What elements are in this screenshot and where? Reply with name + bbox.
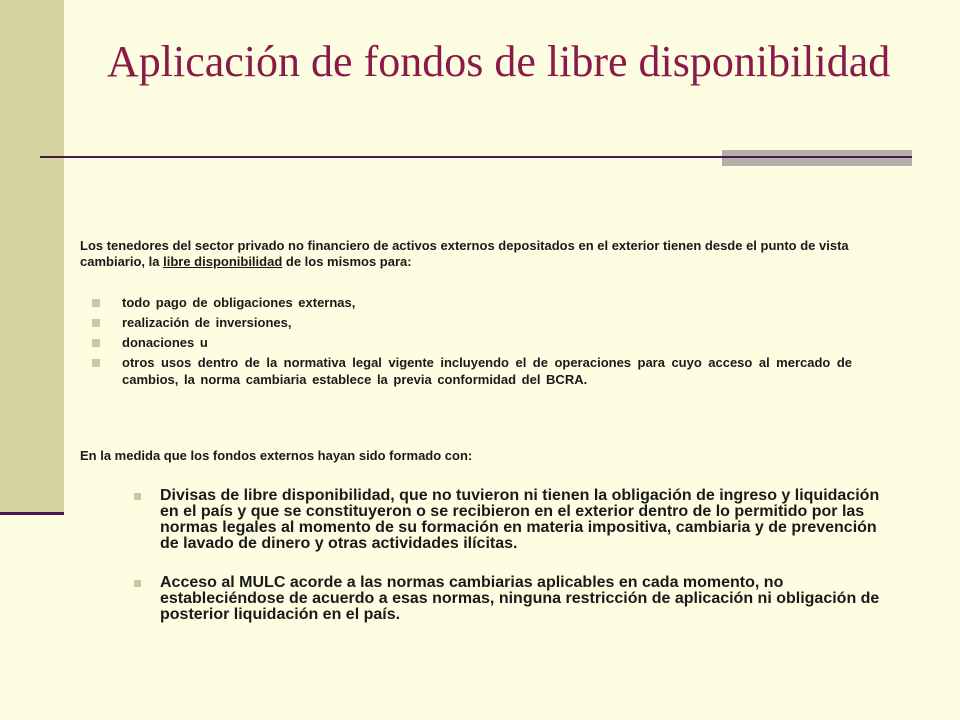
square-bullet-icon	[92, 299, 100, 307]
sidebar-underline	[0, 512, 64, 515]
list-item	[134, 488, 884, 552]
square-bullet-icon	[134, 580, 141, 587]
slide-title: Aplicación de fondos de libre disponibilidad	[107, 37, 891, 86]
list-item	[92, 294, 852, 311]
list-item-text: Divisas de libre disponibilidad, que no tuvieron ni tienen la obligación de ingreso y liquidación en el país y que se constituyeron o se recibieron en el exterior dentro de lo permitido por las normas legales al momento de su formación en materia impositiva, cambiaria y de prevención de lavado de dinero y otras actividades ilícitas.	[160, 487, 880, 552]
title-accent-bar	[722, 150, 912, 166]
intro-underlined-term: libre disponibilidad	[163, 254, 283, 269]
intro-paragraph	[80, 238, 870, 270]
list-item	[92, 354, 852, 388]
list-item-text: donaciones u	[122, 335, 208, 350]
square-bullet-icon	[92, 319, 100, 327]
list-item-text: todo pago de obligaciones externas,	[122, 295, 356, 310]
list-item	[92, 334, 852, 351]
list-item-text: Acceso al MULC acorde a las normas cambiarias aplicables en cada momento, no estableciéndose de acuerdo a esas normas, ninguna restricción de aplicación ni obligación de posterior liquidación en el país.	[160, 574, 880, 623]
conditions-list	[134, 488, 884, 646]
list-item	[92, 314, 852, 331]
list-item-text: otros usos dentro de la normativa legal vigente incluyendo el de operaciones para cuyo acceso al mercado de cambios, la norma cambiaria establece la previa conformidad del BCRA.	[122, 355, 852, 387]
list-item-text: realización de inversiones,	[122, 315, 292, 330]
intro-text-before: Los tenedores del sector privado no financiero de activos externos depositados en el exterior tienen desde el punto de vista cambiario, la	[80, 238, 849, 269]
list-item	[134, 575, 884, 623]
sidebar-decoration	[0, 0, 64, 512]
title-rule	[40, 156, 912, 158]
uses-list	[92, 294, 852, 391]
conditions-intro: En la medida que los fondos externos hayan sido formado con:	[80, 448, 473, 463]
square-bullet-icon	[92, 359, 100, 367]
intro-text-after: de los mismos para:	[282, 254, 412, 269]
square-bullet-icon	[134, 493, 141, 500]
square-bullet-icon	[92, 339, 100, 347]
